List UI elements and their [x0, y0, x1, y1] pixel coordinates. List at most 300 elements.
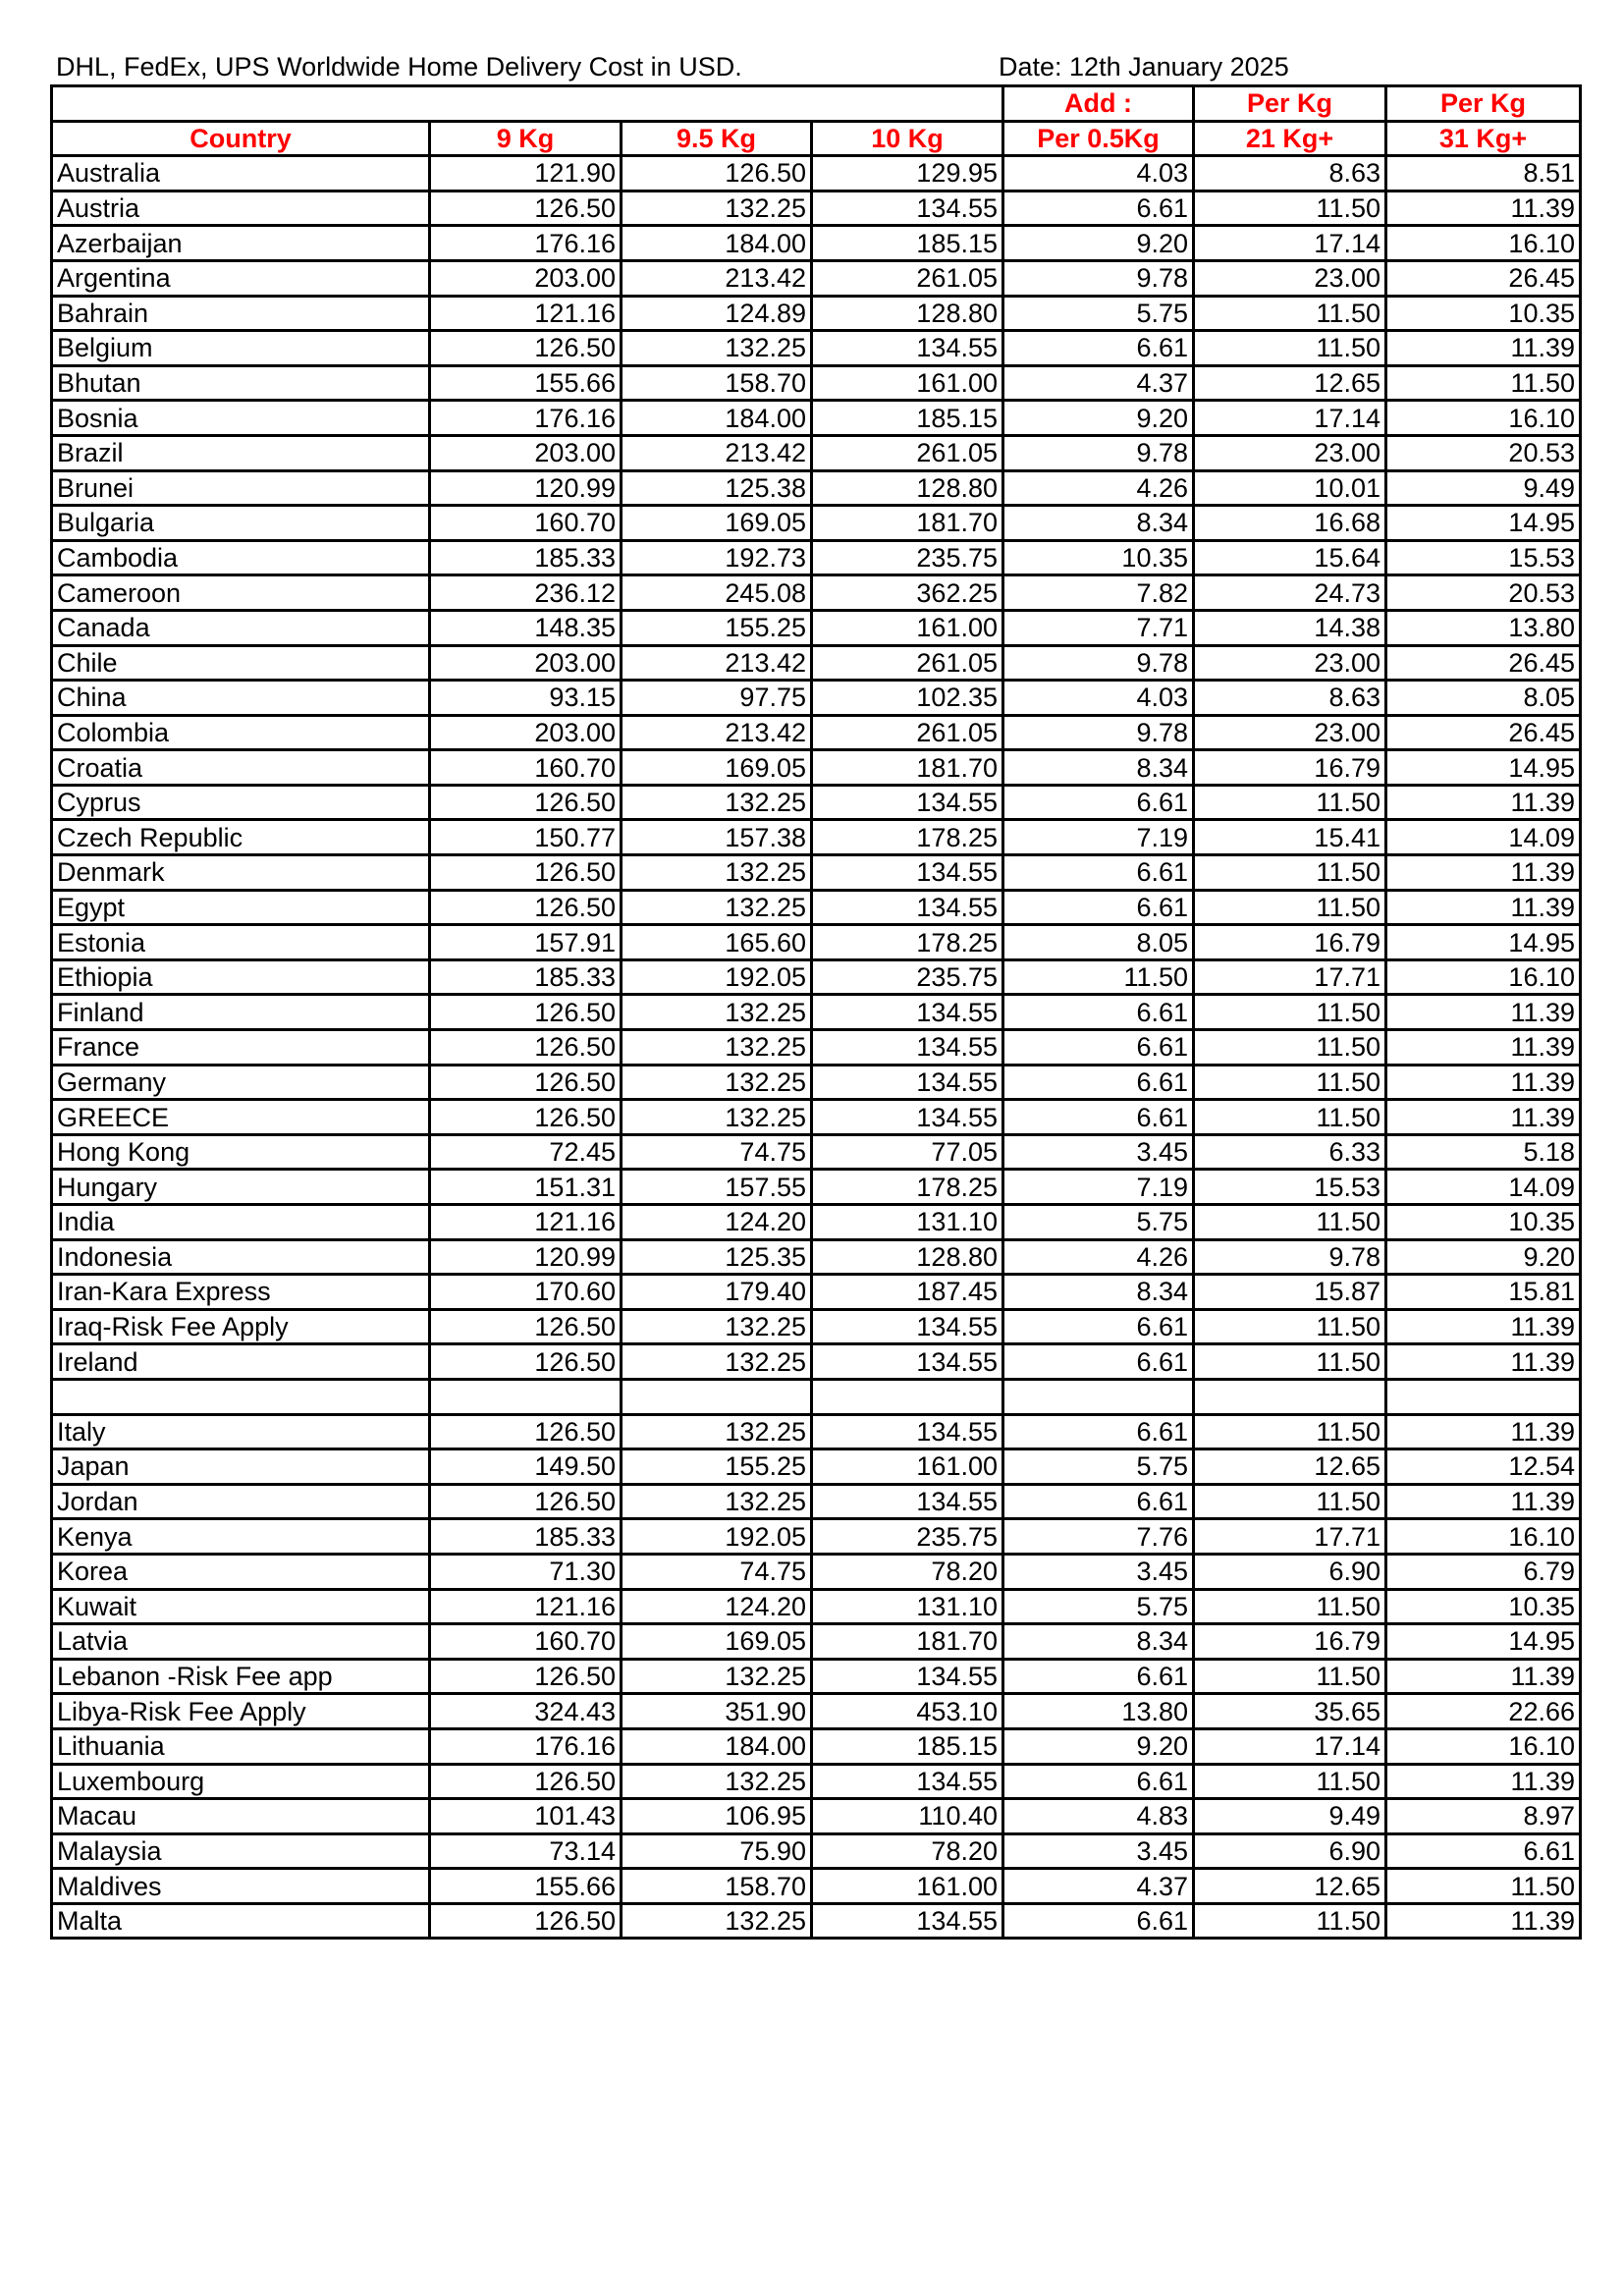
cell-9-5kg: 213.42	[622, 645, 812, 681]
cell-21kg-plus: 24.73	[1194, 575, 1386, 611]
cell-21kg-plus: 14.38	[1194, 610, 1386, 645]
cell-per-0-5kg: 8.34	[1003, 506, 1194, 541]
cell-country: Lebanon -Risk Fee app	[52, 1659, 430, 1694]
cell-21kg-plus: 15.64	[1194, 540, 1386, 575]
cell-9kg: 203.00	[430, 435, 622, 470]
cell-9-5kg: 165.60	[622, 925, 812, 960]
cell-10kg: 362.25	[812, 575, 1003, 611]
cell-9-5kg: 132.25	[622, 1764, 812, 1799]
cell-31kg-plus: 8.97	[1386, 1799, 1581, 1834]
cell-10kg: 128.80	[812, 296, 1003, 331]
cell-per-0-5kg: 8.34	[1003, 750, 1194, 786]
cell-9-5kg: 179.40	[622, 1275, 812, 1310]
table-row	[52, 575, 1581, 611]
cell-31kg-plus: 14.09	[1386, 1170, 1581, 1205]
cell-10kg: 110.40	[812, 1799, 1003, 1834]
cell-31kg-plus: 10.35	[1386, 296, 1581, 331]
cell-31kg-plus: 13.80	[1386, 610, 1581, 645]
cell-country: Australia	[52, 156, 430, 191]
cell-31kg-plus: 26.45	[1386, 645, 1581, 681]
cell-9-5kg: 184.00	[622, 226, 812, 261]
cell-21kg-plus: 11.50	[1194, 1589, 1386, 1624]
cell-31kg-plus	[1386, 1379, 1581, 1414]
cell-10kg: 134.55	[812, 890, 1003, 925]
cell-21kg-plus: 6.90	[1194, 1833, 1386, 1869]
cell-9-5kg: 132.25	[622, 1309, 812, 1344]
cell-9kg: 203.00	[430, 715, 622, 750]
table-row	[52, 785, 1581, 820]
cell-9-5kg: 132.25	[622, 1065, 812, 1100]
cell-31kg-plus: 20.53	[1386, 575, 1581, 611]
cell-per-0-5kg: 4.37	[1003, 365, 1194, 401]
cell-21kg-plus: 11.50	[1194, 1030, 1386, 1066]
cell-31kg-plus: 12.54	[1386, 1449, 1581, 1485]
cell-9kg: 126.50	[430, 1309, 622, 1344]
cell-per-0-5kg: 3.45	[1003, 1554, 1194, 1589]
cell-31kg-plus: 8.05	[1386, 681, 1581, 716]
cell-31kg-plus: 11.39	[1386, 191, 1581, 226]
super-header-add: Add :	[1003, 86, 1194, 122]
cell-9-5kg: 125.35	[622, 1239, 812, 1275]
cell-10kg: 134.55	[812, 785, 1003, 820]
table-row	[52, 610, 1581, 645]
table-row	[52, 365, 1581, 401]
cell-31kg-plus: 16.10	[1386, 401, 1581, 436]
cell-10kg: 261.05	[812, 645, 1003, 681]
cell-10kg: 161.00	[812, 1869, 1003, 1904]
cell-per-0-5kg: 8.34	[1003, 1624, 1194, 1660]
cell-21kg-plus: 8.63	[1194, 156, 1386, 191]
cell-10kg: 178.25	[812, 925, 1003, 960]
super-header-per-kg-31: Per Kg	[1386, 86, 1581, 122]
cell-country: Macau	[52, 1799, 430, 1834]
cell-per-0-5kg: 6.61	[1003, 1764, 1194, 1799]
cell-31kg-plus: 9.49	[1386, 470, 1581, 506]
cell-country	[52, 1379, 430, 1414]
cell-9-5kg: 155.25	[622, 1449, 812, 1485]
cell-9-5kg: 132.25	[622, 191, 812, 226]
cell-9-5kg: 132.25	[622, 1484, 812, 1519]
header-country: Country	[52, 121, 430, 156]
cell-31kg-plus: 11.39	[1386, 855, 1581, 891]
cell-country: Bahrain	[52, 296, 430, 331]
table-row	[52, 1694, 1581, 1729]
table-row	[52, 1344, 1581, 1380]
cell-9kg: 126.50	[430, 890, 622, 925]
cell-21kg-plus: 17.14	[1194, 226, 1386, 261]
cell-9-5kg: 213.42	[622, 435, 812, 470]
cell-per-0-5kg: 7.71	[1003, 610, 1194, 645]
cell-per-0-5kg: 6.61	[1003, 855, 1194, 891]
cell-country: Korea	[52, 1554, 430, 1589]
rate-table	[50, 84, 1582, 1940]
cell-9kg: 126.50	[430, 855, 622, 891]
header-10kg: 10 Kg	[812, 121, 1003, 156]
cell-21kg-plus: 23.00	[1194, 645, 1386, 681]
super-header-row	[52, 86, 1581, 122]
cell-9-5kg: 132.25	[622, 1903, 812, 1939]
cell-31kg-plus: 11.39	[1386, 1030, 1581, 1066]
cell-21kg-plus: 10.01	[1194, 470, 1386, 506]
cell-9-5kg: 124.89	[622, 296, 812, 331]
cell-country: Kenya	[52, 1519, 430, 1555]
cell-21kg-plus: 11.50	[1194, 296, 1386, 331]
cell-21kg-plus: 15.53	[1194, 1170, 1386, 1205]
header-21kg-plus: 21 Kg+	[1194, 121, 1386, 156]
table-row	[52, 1764, 1581, 1799]
cell-21kg-plus: 11.50	[1194, 1309, 1386, 1344]
cell-31kg-plus: 11.39	[1386, 331, 1581, 366]
cell-9kg: 185.33	[430, 540, 622, 575]
cell-per-0-5kg: 13.80	[1003, 1694, 1194, 1729]
cell-country: Jordan	[52, 1484, 430, 1519]
cell-10kg	[812, 1379, 1003, 1414]
cell-31kg-plus: 14.95	[1386, 506, 1581, 541]
cell-9-5kg: 158.70	[622, 365, 812, 401]
table-row	[52, 191, 1581, 226]
cell-per-0-5kg: 8.34	[1003, 1275, 1194, 1310]
cell-country: Brazil	[52, 435, 430, 470]
cell-21kg-plus: 11.50	[1194, 1065, 1386, 1100]
cell-9-5kg	[622, 1379, 812, 1414]
cell-10kg: 185.15	[812, 401, 1003, 436]
table-row	[52, 1659, 1581, 1694]
cell-country: Hungary	[52, 1170, 430, 1205]
cell-10kg: 134.55	[812, 1414, 1003, 1449]
cell-9kg: 126.50	[430, 1344, 622, 1380]
cell-9kg: 126.50	[430, 1065, 622, 1100]
cell-9kg: 126.50	[430, 995, 622, 1030]
cell-21kg-plus: 11.50	[1194, 995, 1386, 1030]
header-9kg: 9 Kg	[430, 121, 622, 156]
cell-per-0-5kg: 9.78	[1003, 260, 1194, 296]
cell-10kg: 181.70	[812, 506, 1003, 541]
cell-country: Chile	[52, 645, 430, 681]
cell-9kg: 121.16	[430, 1205, 622, 1240]
cell-country: Lithuania	[52, 1728, 430, 1764]
cell-country: Germany	[52, 1065, 430, 1100]
table-row	[52, 820, 1581, 855]
cell-21kg-plus: 17.71	[1194, 959, 1386, 995]
header-31kg-plus: 31 Kg+	[1386, 121, 1581, 156]
cell-10kg: 134.55	[812, 1309, 1003, 1344]
table-row	[52, 959, 1581, 995]
cell-21kg-plus: 11.50	[1194, 331, 1386, 366]
cell-9kg: 126.50	[430, 1764, 622, 1799]
cell-31kg-plus: 16.10	[1386, 1519, 1581, 1555]
cell-per-0-5kg: 6.61	[1003, 1344, 1194, 1380]
table-row	[52, 1170, 1581, 1205]
cell-21kg-plus: 11.50	[1194, 1100, 1386, 1135]
cell-21kg-plus: 11.50	[1194, 1903, 1386, 1939]
table-row	[52, 1449, 1581, 1485]
cell-9-5kg: 184.00	[622, 1728, 812, 1764]
cell-country: Maldives	[52, 1869, 430, 1904]
cell-10kg: 161.00	[812, 1449, 1003, 1485]
cell-31kg-plus: 10.35	[1386, 1205, 1581, 1240]
cell-per-0-5kg: 6.61	[1003, 785, 1194, 820]
cell-country: Bhutan	[52, 365, 430, 401]
cell-country: Belgium	[52, 331, 430, 366]
cell-per-0-5kg: 4.37	[1003, 1869, 1194, 1904]
cell-per-0-5kg: 4.03	[1003, 681, 1194, 716]
cell-21kg-plus: 23.00	[1194, 715, 1386, 750]
cell-per-0-5kg: 9.78	[1003, 645, 1194, 681]
table-row	[52, 1728, 1581, 1764]
cell-9-5kg: 192.05	[622, 959, 812, 995]
cell-per-0-5kg: 6.61	[1003, 995, 1194, 1030]
cell-31kg-plus: 11.50	[1386, 1869, 1581, 1904]
cell-9-5kg: 74.75	[622, 1134, 812, 1170]
cell-9kg: 126.50	[430, 785, 622, 820]
cell-9kg: 155.66	[430, 1869, 622, 1904]
cell-10kg: 134.55	[812, 1764, 1003, 1799]
table-row	[52, 1100, 1581, 1135]
cell-per-0-5kg: 6.61	[1003, 331, 1194, 366]
table-row	[52, 1519, 1581, 1555]
cell-country: GREECE	[52, 1100, 430, 1135]
cell-10kg: 134.55	[812, 1903, 1003, 1939]
cell-9-5kg: 157.55	[622, 1170, 812, 1205]
table-row	[52, 540, 1581, 575]
cell-country: Iran-Kara Express	[52, 1275, 430, 1310]
cell-country: Malaysia	[52, 1833, 430, 1869]
cell-21kg-plus: 17.14	[1194, 401, 1386, 436]
cell-9-5kg: 184.00	[622, 401, 812, 436]
cell-10kg: 178.25	[812, 1170, 1003, 1205]
table-row	[52, 401, 1581, 436]
cell-country: Latvia	[52, 1624, 430, 1660]
cell-country: Cyprus	[52, 785, 430, 820]
cell-31kg-plus: 14.95	[1386, 925, 1581, 960]
table-row	[52, 645, 1581, 681]
cell-9kg: 155.66	[430, 365, 622, 401]
table-row	[52, 1065, 1581, 1100]
cell-9kg: 71.30	[430, 1554, 622, 1589]
cell-21kg-plus: 35.65	[1194, 1694, 1386, 1729]
cell-9kg: 126.50	[430, 191, 622, 226]
cell-9-5kg: 75.90	[622, 1833, 812, 1869]
cell-9kg: 73.14	[430, 1833, 622, 1869]
cell-10kg: 134.55	[812, 995, 1003, 1030]
cell-9-5kg: 245.08	[622, 575, 812, 611]
cell-31kg-plus: 11.39	[1386, 1065, 1581, 1100]
cell-9-5kg: 192.73	[622, 540, 812, 575]
cell-10kg: 134.55	[812, 191, 1003, 226]
cell-10kg: 453.10	[812, 1694, 1003, 1729]
cell-31kg-plus: 11.39	[1386, 1100, 1581, 1135]
table-row	[52, 1379, 1581, 1414]
cell-9-5kg: 106.95	[622, 1799, 812, 1834]
cell-per-0-5kg: 6.61	[1003, 1309, 1194, 1344]
cell-21kg-plus: 23.00	[1194, 435, 1386, 470]
cell-per-0-5kg: 6.61	[1003, 1100, 1194, 1135]
cell-per-0-5kg: 7.19	[1003, 1170, 1194, 1205]
cell-21kg-plus: 17.14	[1194, 1728, 1386, 1764]
cell-country: Kuwait	[52, 1589, 430, 1624]
table-row	[52, 1275, 1581, 1310]
cell-21kg-plus: 11.50	[1194, 191, 1386, 226]
cell-10kg: 134.55	[812, 1484, 1003, 1519]
table-row	[52, 715, 1581, 750]
cell-31kg-plus: 10.35	[1386, 1589, 1581, 1624]
cell-21kg-plus: 11.50	[1194, 1484, 1386, 1519]
table-row	[52, 1624, 1581, 1660]
cell-10kg: 131.10	[812, 1589, 1003, 1624]
cell-31kg-plus: 11.39	[1386, 1344, 1581, 1380]
cell-9-5kg: 132.25	[622, 1100, 812, 1135]
cell-21kg-plus: 23.00	[1194, 260, 1386, 296]
cell-9-5kg: 351.90	[622, 1694, 812, 1729]
cell-9-5kg: 158.70	[622, 1869, 812, 1904]
cell-9kg: 203.00	[430, 645, 622, 681]
cell-21kg-plus: 16.79	[1194, 925, 1386, 960]
cell-9kg: 160.70	[430, 1624, 622, 1660]
cell-9kg: 185.33	[430, 959, 622, 995]
cell-9kg: 160.70	[430, 750, 622, 786]
table-row	[52, 925, 1581, 960]
cell-31kg-plus: 11.39	[1386, 995, 1581, 1030]
cell-country: Czech Republic	[52, 820, 430, 855]
cell-9-5kg: 132.25	[622, 785, 812, 820]
cell-per-0-5kg: 9.20	[1003, 401, 1194, 436]
cell-10kg: 77.05	[812, 1134, 1003, 1170]
cell-31kg-plus: 11.39	[1386, 785, 1581, 820]
cell-9-5kg: 132.25	[622, 855, 812, 891]
table-row	[52, 1554, 1581, 1589]
cell-10kg: 128.80	[812, 470, 1003, 506]
cell-31kg-plus: 11.39	[1386, 1309, 1581, 1344]
cell-10kg: 187.45	[812, 1275, 1003, 1310]
table-row	[52, 1205, 1581, 1240]
cell-country: Libya-Risk Fee Apply	[52, 1694, 430, 1729]
table-row	[52, 1903, 1581, 1939]
cell-country: France	[52, 1030, 430, 1066]
cell-21kg-plus: 9.49	[1194, 1799, 1386, 1834]
cell-21kg-plus: 8.63	[1194, 681, 1386, 716]
cell-9kg: 176.16	[430, 401, 622, 436]
cell-21kg-plus: 11.50	[1194, 1659, 1386, 1694]
cell-9kg: 150.77	[430, 820, 622, 855]
cell-per-0-5kg: 6.61	[1003, 191, 1194, 226]
cell-9-5kg: 157.38	[622, 820, 812, 855]
cell-21kg-plus: 9.78	[1194, 1239, 1386, 1275]
cell-country: Croatia	[52, 750, 430, 786]
cell-9kg: 324.43	[430, 1694, 622, 1729]
cell-10kg: 261.05	[812, 260, 1003, 296]
cell-per-0-5kg: 6.61	[1003, 1065, 1194, 1100]
cell-21kg-plus: 16.79	[1194, 1624, 1386, 1660]
cell-9kg: 126.50	[430, 331, 622, 366]
cell-9kg: 121.16	[430, 296, 622, 331]
table-row	[52, 1869, 1581, 1904]
cell-per-0-5kg: 9.20	[1003, 226, 1194, 261]
cell-country: China	[52, 681, 430, 716]
cell-10kg: 78.20	[812, 1554, 1003, 1589]
cell-country: Italy	[52, 1414, 430, 1449]
cell-21kg-plus: 12.65	[1194, 365, 1386, 401]
cell-per-0-5kg: 6.61	[1003, 1414, 1194, 1449]
cell-31kg-plus: 8.51	[1386, 156, 1581, 191]
cell-31kg-plus: 16.10	[1386, 959, 1581, 995]
cell-21kg-plus	[1194, 1379, 1386, 1414]
cell-10kg: 131.10	[812, 1205, 1003, 1240]
cell-10kg: 134.55	[812, 331, 1003, 366]
cell-10kg: 134.55	[812, 855, 1003, 891]
cell-21kg-plus: 11.50	[1194, 1414, 1386, 1449]
cell-9kg: 176.16	[430, 1728, 622, 1764]
cell-country: Japan	[52, 1449, 430, 1485]
cell-per-0-5kg: 4.83	[1003, 1799, 1194, 1834]
cell-country: Finland	[52, 995, 430, 1030]
cell-31kg-plus: 26.45	[1386, 260, 1581, 296]
cell-per-0-5kg: 6.61	[1003, 890, 1194, 925]
cell-9kg: 72.45	[430, 1134, 622, 1170]
table-row	[52, 470, 1581, 506]
cell-per-0-5kg: 6.61	[1003, 1484, 1194, 1519]
cell-9-5kg: 125.38	[622, 470, 812, 506]
cell-9-5kg: 132.25	[622, 1030, 812, 1066]
cell-per-0-5kg: 5.75	[1003, 296, 1194, 331]
cell-9kg: 93.15	[430, 681, 622, 716]
cell-per-0-5kg: 9.78	[1003, 715, 1194, 750]
cell-per-0-5kg: 10.35	[1003, 540, 1194, 575]
cell-10kg: 261.05	[812, 435, 1003, 470]
cell-9-5kg: 155.25	[622, 610, 812, 645]
table-row	[52, 296, 1581, 331]
cell-9-5kg: 132.25	[622, 995, 812, 1030]
cell-country: Cambodia	[52, 540, 430, 575]
cell-31kg-plus: 15.81	[1386, 1275, 1581, 1310]
cell-per-0-5kg: 3.45	[1003, 1833, 1194, 1869]
cell-10kg: 235.75	[812, 540, 1003, 575]
header-row	[52, 121, 1581, 156]
cell-country: Iraq-Risk Fee Apply	[52, 1309, 430, 1344]
cell-9-5kg: 192.05	[622, 1519, 812, 1555]
table-row	[52, 1309, 1581, 1344]
cell-21kg-plus: 15.41	[1194, 820, 1386, 855]
table-row	[52, 435, 1581, 470]
cell-9-5kg: 126.50	[622, 156, 812, 191]
cell-10kg: 181.70	[812, 750, 1003, 786]
cell-31kg-plus: 14.95	[1386, 750, 1581, 786]
cell-per-0-5kg: 7.19	[1003, 820, 1194, 855]
cell-country: Austria	[52, 191, 430, 226]
cell-31kg-plus: 20.53	[1386, 435, 1581, 470]
cell-21kg-plus: 16.68	[1194, 506, 1386, 541]
cell-per-0-5kg: 11.50	[1003, 959, 1194, 995]
cell-per-0-5kg: 9.20	[1003, 1728, 1194, 1764]
cell-country: Ireland	[52, 1344, 430, 1380]
cell-31kg-plus: 6.61	[1386, 1833, 1581, 1869]
cell-country: Argentina	[52, 260, 430, 296]
cell-country: Colombia	[52, 715, 430, 750]
cell-per-0-5kg	[1003, 1379, 1194, 1414]
cell-country: Indonesia	[52, 1239, 430, 1275]
cell-9kg: 121.90	[430, 156, 622, 191]
cell-per-0-5kg: 4.26	[1003, 1239, 1194, 1275]
cell-10kg: 129.95	[812, 156, 1003, 191]
cell-9kg: 185.33	[430, 1519, 622, 1555]
cell-31kg-plus: 14.95	[1386, 1624, 1581, 1660]
cell-9kg: 126.50	[430, 1414, 622, 1449]
cell-9kg: 126.50	[430, 1030, 622, 1066]
cell-per-0-5kg: 5.75	[1003, 1449, 1194, 1485]
cell-21kg-plus: 16.79	[1194, 750, 1386, 786]
cell-9kg: 170.60	[430, 1275, 622, 1310]
cell-10kg: 134.55	[812, 1065, 1003, 1100]
cell-10kg: 261.05	[812, 715, 1003, 750]
